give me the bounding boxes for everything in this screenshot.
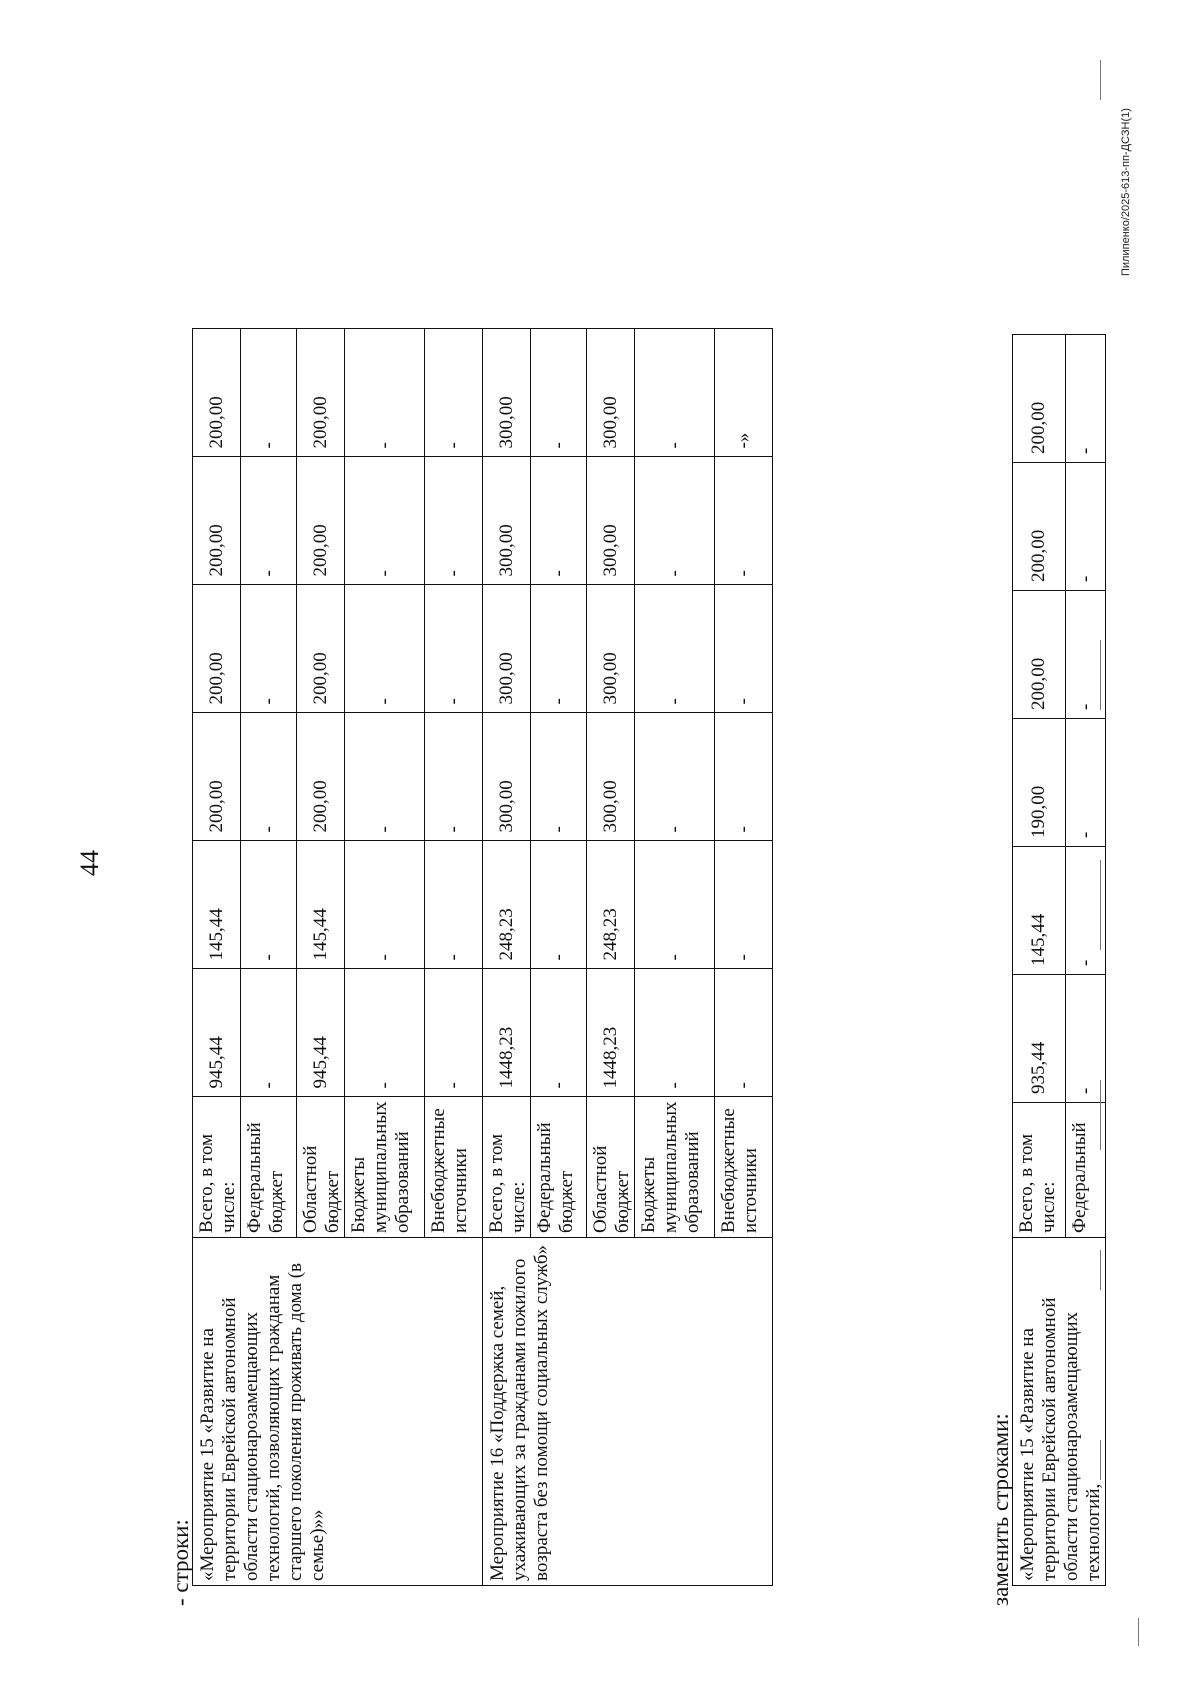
scan-mark [1100, 60, 1101, 100]
table-row [1013, 335, 1066, 1586]
amount-cell: - [425, 969, 483, 1097]
intro-label: - строки: [168, 1519, 193, 1606]
amount-cell: - [425, 329, 483, 457]
funding-source-cell: Федеральный бюджет [241, 1097, 297, 1238]
funding-source-cell: Областной бюджет [587, 1097, 635, 1238]
amount-cell: 200,00 [193, 329, 241, 457]
scan-mark [1138, 1618, 1139, 1646]
amount-cell: 300,00 [587, 585, 635, 713]
funding-table-replacement [1012, 334, 1106, 1586]
amount-cell: - [1066, 335, 1106, 463]
funding-source-cell: Внебюджетные источники [715, 1097, 773, 1238]
amount-cell: 145,44 [1013, 847, 1066, 975]
funding-source-cell: Областной бюджет [297, 1097, 345, 1238]
amount-cell: - [1066, 591, 1106, 719]
amount-cell: 200,00 [1013, 591, 1066, 719]
amount-cell: - [531, 841, 587, 969]
amount-cell: 145,44 [193, 841, 241, 969]
amount-cell: 248,23 [483, 841, 531, 969]
amount-cell: - [715, 585, 773, 713]
amount-cell: - [241, 457, 297, 585]
amount-cell: 1448,23 [587, 969, 635, 1097]
amount-cell: 945,44 [297, 969, 345, 1097]
amount-cell: 200,00 [297, 713, 345, 841]
funding-source-cell: Всего, в том числе: [193, 1097, 241, 1238]
amount-cell: 300,00 [483, 713, 531, 841]
amount-cell: 945,44 [193, 969, 241, 1097]
amount-cell: 300,00 [483, 585, 531, 713]
amount-cell: - [715, 841, 773, 969]
amount-cell: - [531, 585, 587, 713]
measure-name-cell: «Мероприятие 15 «Развитие на территории Еврейской автономной области стационарозамещающих технологий, [1013, 1238, 1106, 1586]
funding-source-cell: Бюджеты муниципальных образований [345, 1097, 425, 1238]
amount-cell: - [635, 329, 715, 457]
amount-cell: - [531, 457, 587, 585]
amount-cell: - [1066, 719, 1106, 847]
amount-cell: 200,00 [297, 457, 345, 585]
footer-document-code: Пилипенко/2025-613-пп-ДСЗН(1) [1120, 108, 1132, 276]
replace-label: заменить строками: [988, 1413, 1013, 1606]
amount-cell: 300,00 [483, 457, 531, 585]
scan-mark [1100, 860, 1101, 950]
funding-source-cell: Внебюджетные источники [425, 1097, 483, 1238]
amount-cell: -» [715, 329, 773, 457]
amount-cell: - [531, 969, 587, 1097]
amount-cell: - [1066, 975, 1106, 1103]
amount-cell: - [635, 713, 715, 841]
amount-cell: - [531, 329, 587, 457]
amount-cell: 300,00 [587, 329, 635, 457]
amount-cell: - [1066, 463, 1106, 591]
amount-cell: - [425, 585, 483, 713]
amount-cell: 200,00 [193, 585, 241, 713]
amount-cell: - [345, 329, 425, 457]
page-number: 44 [75, 850, 104, 876]
amount-cell: - [635, 969, 715, 1097]
amount-cell: - [241, 841, 297, 969]
scan-mark [1100, 1080, 1101, 1150]
measure-name-cell: «Мероприятие 15 «Развитие на территории Еврейской автономной области стационарозамещающих технологий, позволяющих гражданам старшего поколения проживать дома (в семье)»» [193, 1238, 483, 1586]
amount-cell: 300,00 [587, 713, 635, 841]
amount-cell: - [241, 585, 297, 713]
amount-cell: 145,44 [297, 841, 345, 969]
amount-cell: - [531, 713, 587, 841]
amount-cell: 190,00 [1013, 719, 1066, 847]
funding-source-cell: Федеральный бюджет [531, 1097, 587, 1238]
amount-cell: - [635, 585, 715, 713]
scan-mark [1100, 640, 1101, 710]
amount-cell: 935,44 [1013, 975, 1066, 1103]
amount-cell: 200,00 [297, 585, 345, 713]
funding-source-cell: Бюджеты муниципальных образований [635, 1097, 715, 1238]
amount-cell: 200,00 [193, 457, 241, 585]
amount-cell: - [241, 713, 297, 841]
amount-cell: - [715, 969, 773, 1097]
amount-cell: - [1066, 847, 1106, 975]
scan-mark [1100, 1250, 1101, 1290]
amount-cell: 200,00 [1013, 335, 1066, 463]
amount-cell: - [241, 969, 297, 1097]
amount-cell: - [425, 457, 483, 585]
amount-cell: - [345, 841, 425, 969]
amount-cell: 1448,23 [483, 969, 531, 1097]
scan-mark [1100, 1440, 1101, 1480]
amount-cell: - [345, 969, 425, 1097]
funding-source-cell: Всего, в том числе: [483, 1097, 531, 1238]
funding-table-original [192, 328, 773, 1586]
table-row [483, 329, 531, 1586]
table-row [193, 329, 241, 1586]
amount-cell: - [715, 457, 773, 585]
amount-cell: - [715, 713, 773, 841]
amount-cell: - [241, 329, 297, 457]
amount-cell: 248,23 [587, 841, 635, 969]
funding-source-cell: Всего, в том числе: [1013, 1103, 1066, 1238]
amount-cell: 300,00 [587, 457, 635, 585]
amount-cell: - [425, 713, 483, 841]
amount-cell: - [425, 841, 483, 969]
amount-cell: - [345, 713, 425, 841]
measure-name-cell: Мероприятие 16 «Поддержка семей, ухаживающих за гражданами пожилого возраста без помощи социальных служб» [483, 1238, 773, 1586]
amount-cell: - [635, 457, 715, 585]
amount-cell: 200,00 [297, 329, 345, 457]
amount-cell: 200,00 [1013, 463, 1066, 591]
amount-cell: - [345, 457, 425, 585]
funding-source-cell: Федеральный [1066, 1103, 1106, 1238]
amount-cell: - [635, 841, 715, 969]
amount-cell: - [345, 585, 425, 713]
amount-cell: 200,00 [193, 713, 241, 841]
amount-cell: 300,00 [483, 329, 531, 457]
